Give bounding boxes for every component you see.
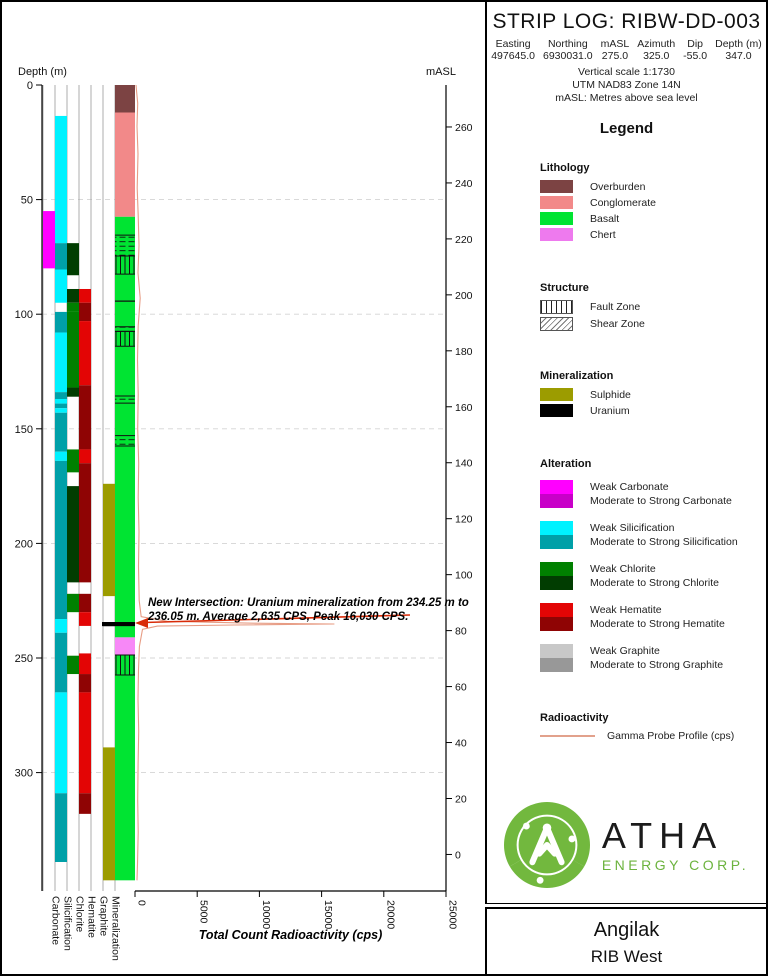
depth-tick-label: 200 — [14, 538, 33, 551]
fault-zone-band — [115, 655, 135, 675]
strong-label: Moderate to Strong Graphite — [590, 659, 724, 671]
legend-section-lithology — [540, 162, 760, 244]
collar-field-value: 347.0 — [725, 50, 752, 62]
log-segment-mineralization — [103, 747, 115, 880]
fault-zone-band — [115, 256, 135, 274]
legend-item-alteration — [540, 480, 760, 508]
log-segment-silicification — [55, 404, 67, 409]
radioactivity-tick-label: 25000 — [446, 900, 459, 930]
log-segment-hematite — [79, 692, 91, 793]
weak-swatch — [540, 562, 573, 576]
log-segment-chlorite — [67, 449, 79, 472]
alteration-labels — [590, 521, 738, 549]
radioactivity-tick-label: 10000 — [259, 900, 272, 930]
weak-label: Weak Silicification — [590, 522, 675, 534]
alteration-swatch — [540, 603, 573, 631]
note-line: mASL: Metres above sea level — [555, 92, 698, 104]
column-label-chlorite: Chlorite — [73, 896, 86, 933]
legend-item-alteration — [540, 603, 760, 631]
strong-label: Moderate to Strong Chlorite — [590, 577, 719, 589]
log-segment-silicification — [55, 692, 67, 793]
masl-tick-label: 0 — [455, 849, 461, 862]
log-segment-silicification — [55, 333, 67, 393]
lithology-segment-conglomerate — [115, 113, 135, 217]
lithology-heading: Lithology — [540, 162, 590, 174]
log-segment-hematite — [79, 303, 91, 321]
depth-tick-label: 250 — [14, 653, 33, 665]
legend-item-lithology — [540, 212, 760, 225]
masl-tick-label: 220 — [455, 233, 473, 246]
legend-item-label: Shear Zone — [590, 318, 645, 330]
depth-tick-label: 150 — [14, 423, 33, 436]
log-area — [2, 2, 485, 974]
strip-log-chart — [2, 2, 485, 974]
log-segment-hematite — [79, 594, 91, 612]
weak-label: Weak Hematite — [590, 604, 662, 616]
mineralization-heading: Mineralization — [540, 370, 614, 382]
log-segment-hematite — [79, 449, 91, 463]
legend-section-structure — [540, 282, 760, 334]
lithology-swatch — [540, 180, 573, 193]
lithology-swatch — [540, 196, 573, 209]
area-name: RIB West — [590, 947, 663, 966]
legend-item-mineralization — [540, 388, 760, 401]
map-notes — [487, 66, 766, 105]
log-segment-silicification — [55, 399, 67, 404]
log-segment-chlorite — [67, 243, 79, 275]
strong-swatch — [540, 576, 573, 590]
weak-label: Weak Graphite — [590, 645, 660, 657]
lithology-segment-chert — [115, 637, 135, 655]
log-segment-hematite — [79, 674, 91, 692]
strong-label: Moderate to Strong Carbonate — [590, 495, 732, 507]
legend-item-lithology — [540, 228, 760, 241]
strong-swatch — [540, 535, 573, 549]
legend-item-label: Uranium — [590, 404, 630, 417]
column-label-carbonate: Carbonate — [49, 896, 62, 946]
collar-field-label: mASL — [600, 38, 630, 50]
log-segment-silicification — [55, 243, 67, 269]
legend-item-structure — [540, 317, 760, 331]
log-segment-hematite — [79, 385, 91, 449]
mineralization-swatch — [540, 404, 573, 417]
log-segment-hematite — [79, 321, 91, 385]
collar-field-value: -55.0 — [683, 50, 708, 62]
project-name: Angilak — [593, 919, 660, 941]
atha-logo-mark — [504, 800, 590, 890]
lithology-segment-basalt — [115, 655, 135, 880]
log-segment-silicification — [55, 619, 67, 633]
log-segment-hematite — [79, 289, 91, 303]
alteration-swatch — [540, 521, 573, 549]
log-segment-chlorite — [67, 312, 79, 388]
weak-label: Weak Chlorite — [590, 563, 656, 575]
strong-swatch — [540, 617, 573, 631]
collar-field-value: 6930031.0 — [543, 50, 593, 62]
legend-section-radioactivity — [540, 712, 760, 745]
annotation-arrowhead — [135, 618, 148, 628]
note-line: UTM NAD83 Zone 14N — [572, 79, 681, 91]
weak-swatch — [540, 603, 573, 617]
legend-item-label: Conglomerate — [590, 196, 656, 209]
uranium-intersection-band — [102, 622, 135, 626]
log-segment-silicification — [55, 116, 67, 243]
brand-subtitle: ENERGY CORP. — [601, 856, 750, 873]
collar-field-value: 325.0 — [643, 50, 670, 62]
log-segment-silicification — [55, 793, 67, 862]
brand-name: ATHA — [601, 814, 724, 856]
weak-swatch — [540, 480, 573, 494]
legend-item-label: Fault Zone — [590, 301, 641, 313]
shear-zone-band — [115, 235, 135, 256]
masl-tick-label: 180 — [455, 345, 473, 358]
log-segment-silicification — [55, 461, 67, 619]
strong-swatch — [540, 658, 573, 672]
gamma-legend-item — [540, 730, 760, 742]
collar-field-label: Northing — [547, 38, 588, 50]
mineralization-swatch — [540, 388, 573, 401]
masl-tick-label: 120 — [455, 513, 473, 526]
alteration-swatch — [540, 480, 573, 508]
alteration-heading: Alteration — [540, 458, 592, 470]
gamma-line-sample — [540, 735, 595, 737]
legend-item-alteration — [540, 562, 760, 590]
masl-tick-label: 100 — [455, 569, 473, 582]
legend-item-lithology — [540, 196, 760, 209]
log-segment-chlorite — [67, 303, 79, 312]
gamma-line-label: Gamma Probe Profile (cps) — [607, 730, 735, 742]
depth-tick-label: 0 — [26, 80, 33, 92]
log-segment-carbonate — [43, 211, 55, 268]
log-segment-hematite — [79, 612, 91, 626]
collar-info-headers — [487, 38, 766, 50]
lithology-swatch — [540, 228, 573, 241]
collar-field-label: Dip — [687, 38, 704, 50]
log-segment-silicification — [55, 452, 67, 461]
masl-tick-label: 160 — [455, 401, 473, 414]
gamma-probe-trace — [136, 85, 334, 880]
legend-section-alteration — [540, 458, 760, 685]
alteration-labels — [590, 562, 719, 590]
log-segment-chlorite — [67, 594, 79, 612]
log-segment-hematite — [79, 793, 91, 814]
log-segment-silicification — [55, 408, 67, 413]
alteration-labels — [590, 603, 725, 631]
alteration-labels — [590, 644, 723, 672]
legend-item-alteration — [540, 644, 760, 672]
collar-field-value: 497645.0 — [491, 50, 535, 62]
intersection-annotation: New Intersection: Uranium mineralization from 234.25 m to 236.05 m. Average 2,635 CPS, Peak 16,030 CPS. — [148, 597, 469, 623]
alteration-swatch — [540, 644, 573, 672]
legend-item-label: Overburden — [590, 180, 646, 193]
shear-zone-band — [115, 327, 135, 332]
legend-item-label: Chert — [590, 228, 616, 241]
radioactivity-tick-label: 0 — [135, 900, 148, 906]
log-segment-silicification — [55, 392, 67, 399]
column-label-silicification: Silicification — [61, 896, 74, 951]
log-segment-silicification — [55, 312, 67, 333]
lithology-segment-overburden — [115, 85, 135, 113]
legend-section-mineralization — [540, 370, 760, 420]
log-segment-chlorite — [67, 486, 79, 582]
log-segment-chlorite — [67, 388, 79, 397]
log-segment-chlorite — [67, 289, 79, 303]
collar-field-label: Easting — [495, 38, 531, 50]
radioactivity-tick-label: 15000 — [322, 900, 335, 930]
legend-title: Legend — [599, 120, 654, 137]
alteration-labels — [590, 480, 732, 508]
depth-tick-label: 100 — [14, 309, 33, 322]
log-segment-chlorite — [67, 656, 79, 674]
company-logo — [487, 800, 766, 890]
weak-swatch — [540, 644, 573, 658]
shear-zone-band — [115, 396, 135, 403]
depth-tick-label: 300 — [14, 767, 33, 780]
lithology-segment-basalt — [115, 217, 135, 638]
log-segment-mineralization — [103, 484, 115, 596]
masl-tick-label: 140 — [455, 457, 473, 470]
log-segment-hematite — [79, 463, 91, 582]
collar-field-label: Depth (m) — [715, 38, 762, 50]
masl-tick-label: 60 — [455, 681, 467, 694]
radioactivity-tick-label: 5000 — [197, 900, 210, 924]
log-segment-silicification — [55, 270, 67, 303]
log-segment-silicification — [55, 633, 67, 693]
note-line: Vertical scale 1:1730 — [578, 66, 675, 78]
structure-swatch — [540, 300, 573, 314]
legend-item-structure — [540, 300, 760, 314]
masl-tick-label: 20 — [455, 793, 467, 806]
column-label-mineralization: Mineralization — [109, 896, 122, 961]
radioactivity-axis-title: Total Count Radioactivity (cps) — [198, 928, 383, 942]
lithology-swatch — [540, 212, 573, 225]
structure-heading: Structure — [540, 282, 589, 294]
weak-swatch — [540, 521, 573, 535]
alteration-swatch — [540, 562, 573, 590]
masl-tick-label: 200 — [455, 289, 473, 302]
log-segment-silicification — [55, 413, 67, 452]
collar-field-label: Azimuth — [637, 38, 676, 50]
strip-log-title: STRIP LOG: RIBW-DD-003 — [492, 10, 761, 33]
legend-item-label: Basalt — [590, 212, 620, 225]
collar-info-table — [487, 38, 766, 62]
masl-tick-label: 260 — [455, 121, 473, 134]
depth-tick-label: 50 — [20, 194, 33, 207]
shear-zone-band — [115, 436, 135, 446]
legend-item-mineralization — [540, 404, 760, 417]
collar-field-value: 275.0 — [601, 50, 629, 62]
weak-label: Weak Carbonate — [590, 481, 669, 493]
structure-swatch — [540, 317, 573, 331]
fault-zone-band — [115, 331, 135, 346]
masl-axis-title: mASL — [426, 66, 456, 78]
masl-tick-label: 40 — [455, 737, 467, 750]
legend-item-alteration — [540, 521, 760, 549]
masl-tick-label: 80 — [455, 625, 467, 638]
strong-label: Moderate to Strong Silicification — [590, 536, 738, 548]
legend-item-label: Sulphide — [590, 388, 631, 401]
column-label-graphite: Graphite — [97, 896, 110, 937]
strong-swatch — [540, 494, 573, 508]
collar-info-values — [487, 50, 766, 62]
title-box — [485, 907, 766, 976]
radioactivity-heading: Radioactivity — [540, 712, 609, 724]
depth-axis-title: Depth (m) — [18, 66, 67, 78]
legend-item-lithology — [540, 180, 760, 193]
legend-panel — [485, 2, 766, 904]
column-label-hematite: Hematite — [85, 896, 98, 939]
log-segment-hematite — [79, 653, 91, 674]
masl-tick-label: 240 — [455, 177, 473, 190]
radioactivity-tick-label: 20000 — [384, 900, 397, 930]
strong-label: Moderate to Strong Hematite — [590, 618, 725, 630]
